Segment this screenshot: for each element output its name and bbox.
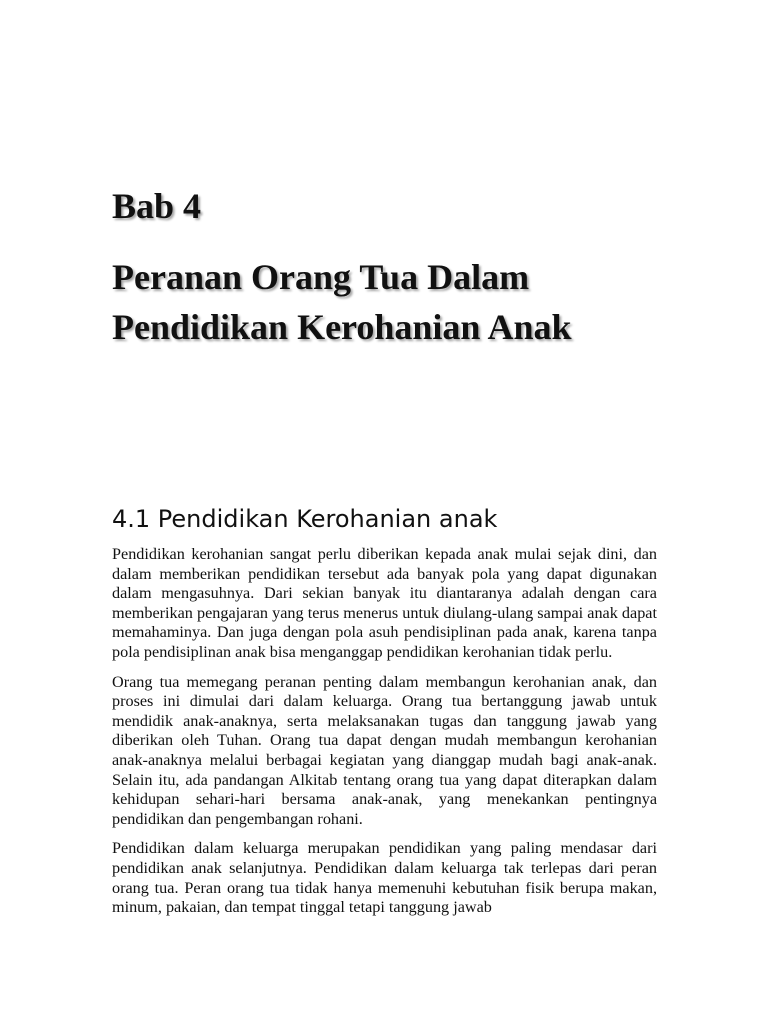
section-body [112, 545, 657, 928]
chapter-title [112, 252, 672, 352]
chapter-title-line-2: Pendidikan Kerohanian Anak [112, 307, 572, 347]
section-heading: 4.1 Pendidikan Kerohanian anak [112, 505, 498, 533]
paragraph: Pendidikan kerohanian sangat perlu diberikan kepada anak mulai sejak dini, dan dalam memberikan pendidikan tersebut ada banyak pola yang dapat digunakan dalam mengasuhnya. Dari sekian banyak itu diantaranya adalah dengan cara memberikan pengajaran yang terus menerus untuk diulang-ulang sampai anak dapat memahaminya. Dan juga dengan pola asuh pendisiplinan pada anak, karena tanpa pola pendisiplinan anak bisa menganggap pendidikan kerohanian tidak perlu. [112, 545, 657, 661]
chapter-label: Bab 4 [112, 186, 202, 226]
paragraph: Pendidikan dalam keluarga merupakan pendidikan yang paling mendasar dari pendidikan anak selanjutnya. Pendidikan dalam keluarga tak terlepas dari peran orang tua. Peran orang tua tidak hanya memenuhi kebutuhan fisik berupa makan, minum, pakaian, dan tempat tinggal tetapi tanggung jawab [112, 839, 657, 917]
paragraph: Orang tua memegang peranan penting dalam membangun kerohanian anak, dan proses ini dimulai dari dalam keluarga. Orang tua bertanggung jawab untuk mendidik anak-anaknya, serta melaksanakan tugas dan tanggung jawab yang diberikan oleh Tuhan. Orang tua dapat dengan mudah membangun kerohanian anak-anaknya melalui berbagai kegiatan yang dianggap mudah bagi anak-anak. Selain itu, ada pandangan Alkitab tentang orang tua yang dapat diterapkan dalam kehidupan sehari-hari bersama anak-anak, yang menekankan pentingnya pendidikan dan pengembangan rohani. [112, 672, 657, 828]
chapter-title-line-1: Peranan Orang Tua Dalam [112, 257, 530, 297]
